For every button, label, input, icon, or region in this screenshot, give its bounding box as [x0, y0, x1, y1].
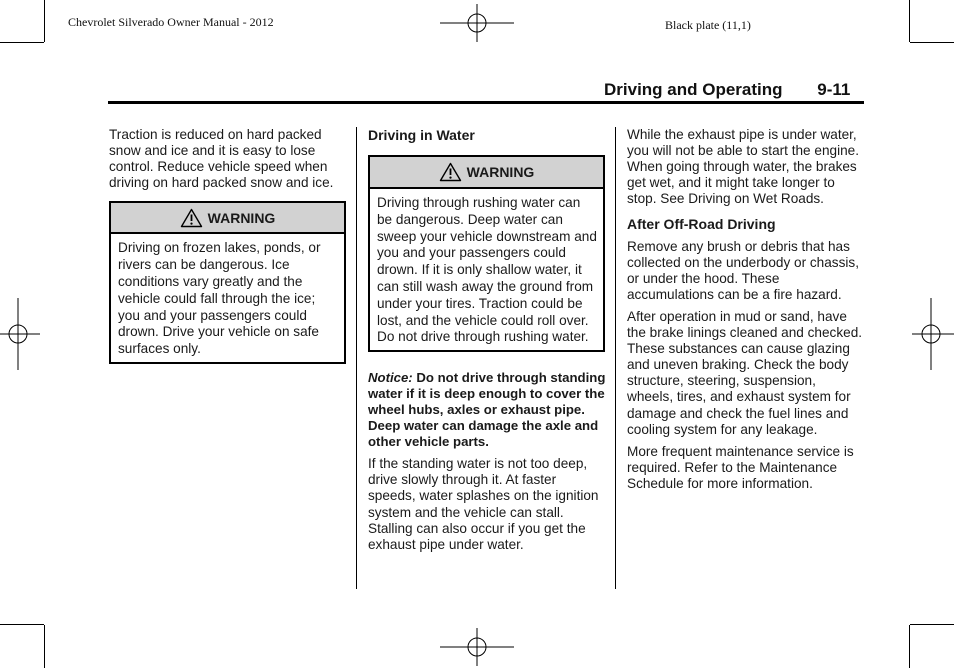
- warning-header: [370, 157, 603, 189]
- warning-label: WARNING: [466, 164, 535, 181]
- body-paragraph: If the standing water is not too deep, drive slowly through it. At faster speeds, water splashes on the ignition system and the vehicle can stall. Stalling can also occur if you get the exhaust pipe under water.: [368, 456, 599, 552]
- section-rule: [108, 101, 864, 104]
- column-1: [109, 127, 347, 364]
- warning-box: [368, 155, 605, 352]
- crop-mark: [0, 42, 44, 43]
- notice-text: Do not drive through standing water if it is deep enough to cover the wheel hubs, axles or exhaust pipe. Deep water can damage the axle and other vehicle parts.: [368, 370, 606, 450]
- warning-triangle-icon: [439, 162, 462, 182]
- column-3: [627, 127, 865, 498]
- column-divider: [615, 127, 616, 589]
- page-number: 9-11: [817, 80, 851, 99]
- warning-box: [109, 201, 346, 364]
- warning-header: [111, 203, 344, 234]
- notice: [368, 370, 606, 450]
- crop-mark: [910, 624, 954, 625]
- registration-mark-icon: [912, 298, 954, 370]
- body-paragraph: After operation in mud or sand, have the brake linings cleaned and checked. These substances can cause glazing and uneven braking. Check the body structure, steering, suspension, wheels, tires, and exhaust system for damage and check the fuel lines and cooling system for any leakage.: [627, 308, 863, 437]
- notice-label: Notice:: [368, 370, 413, 386]
- registration-mark-icon: [0, 298, 40, 370]
- crop-mark: [909, 625, 910, 668]
- warning-text: Driving through rushing water can be dangerous. Deep water can sweep your vehicle downstream and you and your passengers could drown. If it is only shallow water, it can still wash away the ground from under your tires. Traction could be lost, and the vehicle could roll over. Do not drive through rushing water.: [377, 195, 597, 345]
- registration-mark-icon: [440, 4, 514, 42]
- document-title: Chevrolet Silverado Owner Manual - 2012: [68, 15, 274, 29]
- warning-text: Driving on frozen lakes, ponds, or rivers can be dangerous. Ice conditions vary greatly and the vehicle could fall through the ice; you and your passengers could drown. Drive your vehicle on safe surfaces only.: [118, 240, 321, 357]
- crop-mark: [0, 624, 44, 625]
- crop-mark: [910, 42, 954, 43]
- section-heading: Driving in Water: [368, 127, 475, 143]
- crop-mark: [44, 0, 45, 42]
- warning-label: WARNING: [207, 209, 276, 226]
- body-paragraph: While the exhaust pipe is under water, you will not be able to start the engine. When going through water, the brakes get wet, and it might take longer to stop. See Driving on Wet Roads.: [627, 127, 859, 207]
- section-heading: After Off-Road Driving: [627, 216, 776, 233]
- plate-label: Black plate (11,1): [665, 18, 751, 32]
- crop-mark: [44, 625, 45, 668]
- body-paragraph: More frequent maintenance service is required. Refer to the Maintenance Schedule for more information.: [627, 443, 854, 491]
- section-title: Driving and Operating: [604, 80, 783, 99]
- column-divider: [356, 127, 357, 589]
- crop-mark: [909, 0, 910, 42]
- section-header: [604, 80, 850, 100]
- registration-mark-icon: [440, 628, 514, 666]
- warning-triangle-icon: [180, 208, 203, 228]
- column-2: [368, 127, 606, 559]
- body-paragraph: Remove any brush or debris that has collected on the underbody or chassis, or under the hood. These accumulations can be a fire hazard.: [627, 238, 859, 302]
- intro-paragraph: Traction is reduced on hard packed snow and ice and it is easy to lose control. Reduce vehicle speed when driving on hard packed snow and ice.: [109, 127, 334, 191]
